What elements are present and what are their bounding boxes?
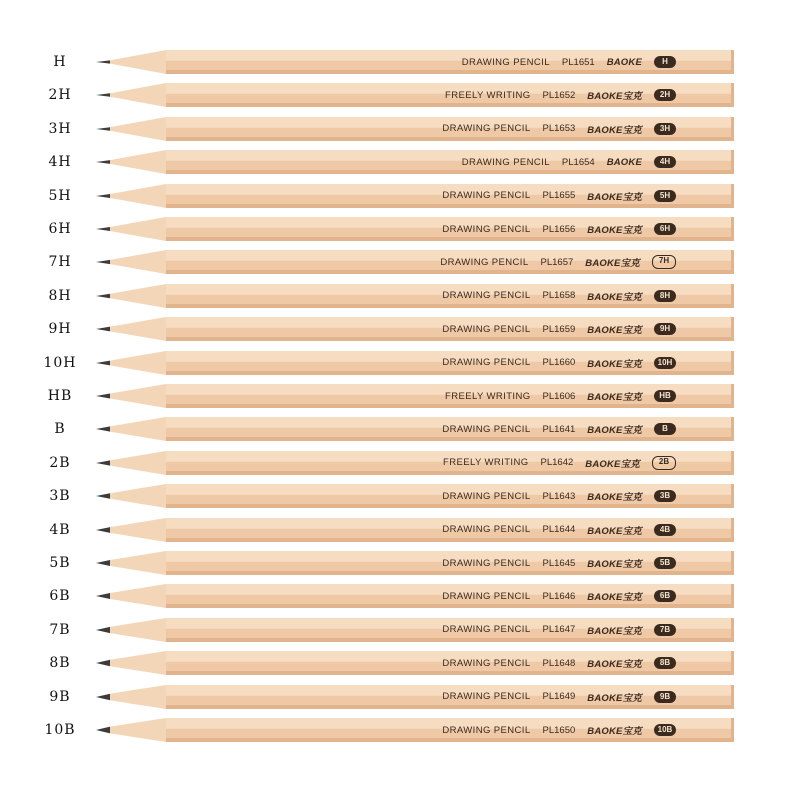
brand-text: BAOKE宝克 [587,358,642,370]
grade-label: 9H [48,321,72,338]
pencil-lead [96,260,110,264]
pencil-end [731,584,734,608]
pencil-sharpened-tip [110,317,166,341]
pencil-sharpened-tip [110,50,166,74]
pencil [96,682,736,712]
grade-badge: B [654,423,676,435]
pencil-end [731,384,734,408]
grade-label: 7B [49,621,71,638]
brand-text: BAOKE宝克 [587,425,642,437]
grade-label: 3H [48,120,72,137]
pencil-imprint [442,314,676,344]
grade-badge: 9H [654,323,676,335]
pencil-code-text: PL1658 [542,290,576,302]
pencil-code-text: PL1646 [542,590,576,602]
grade-badge: 7B [654,624,676,636]
pencil-imprint [442,214,676,244]
pencil [96,281,736,311]
pencil-sharpened-tip [110,150,166,174]
pencil-end [731,250,734,274]
brand-text: BAOKE宝克 [587,91,642,103]
pencil-sharpened-tip [110,250,166,274]
pencil-code-text: PL1642 [540,457,574,469]
pencil-sharpened-tip [110,284,166,308]
pencil-imprint [442,615,676,645]
pencil-imprint [462,147,676,177]
pencil-imprint [440,247,676,277]
pencil [96,114,736,144]
pencil-lead [96,560,110,566]
pencil-imprint [442,715,676,745]
pencil-type-text: DRAWING PENCIL [442,524,531,536]
pencil [96,348,736,378]
pencil-code-text: PL1644 [542,524,576,536]
pencil-type-text: DRAWING PENCIL [442,657,531,669]
pencil-imprint [442,114,676,144]
pencil-lead [96,360,110,365]
pencil-code-text: PL1654 [561,156,595,168]
pencil-imprint [462,47,676,77]
pencil-lead [96,94,110,97]
grade-badge: 8B [654,657,676,669]
pencil-end [731,651,734,675]
pencil-imprint [442,581,676,611]
pencil [96,581,736,611]
pencil-end [731,217,734,241]
pencil-end [731,718,734,742]
pencil [96,648,736,678]
pencil-sharpened-tip [110,484,166,508]
pencil-sharpened-tip [110,117,166,141]
grade-badge: 9B [654,691,676,703]
brand-text: BAOKE宝克 [587,592,642,604]
pencil-code-text: PL1650 [542,724,576,736]
brand-text: BAOKE宝克 [587,492,642,504]
grade-badge: 3H [654,123,676,135]
pencil-imprint [442,515,676,545]
pencil-code-text: PL1660 [542,357,576,369]
pencil-row [0,548,800,578]
pencil-row [0,481,800,511]
brand-text: BAOKE宝克 [585,258,640,270]
pencil-lead [96,194,110,198]
pencil-code-text: PL1645 [542,557,576,569]
pencil-end [731,518,734,542]
pencil-type-text: DRAWING PENCIL [461,156,550,168]
pencil [96,515,736,545]
pencil-row [0,147,800,177]
pencil-code-text: PL1657 [540,256,574,268]
pencil-lead [96,493,110,499]
pencil-code-text: PL1656 [542,223,576,235]
pencil-end [731,451,734,475]
pencil-end [731,150,734,174]
pencil-lead [96,660,110,666]
pencil-sharpened-tip [110,685,166,709]
pencil [96,481,736,511]
grade-badge: 2H [654,89,676,101]
pencil-row [0,381,800,411]
pencil-lead [96,294,110,298]
grade-badge: 4H [654,156,676,168]
grade-label: HB [47,388,73,404]
grade-badge: 5H [654,190,676,202]
pencil-imprint [442,648,676,678]
brand-text: BAOKE宝克 [587,191,642,203]
pencil-end [731,83,734,107]
pencil-end [731,618,734,642]
brand-text: BAOKE宝克 [587,291,642,303]
grade-badge: H [654,56,676,68]
pencil-lead [96,527,110,533]
pencil-lead [96,693,110,700]
pencil-end [731,117,734,141]
pencil-type-text: DRAWING PENCIL [442,123,531,135]
pencil-code-text: PL1655 [542,190,576,202]
pencil-lead [96,593,110,599]
pencil-imprint [442,682,676,712]
pencil-imprint [442,414,676,444]
grade-label: 4H [48,154,72,171]
pencil-end [731,551,734,575]
pencil-code-text: PL1652 [542,89,576,101]
pencil-row [0,715,800,745]
pencil-end [731,484,734,508]
grade-badge: 6B [654,590,676,602]
pencil-sharpened-tip [110,217,166,241]
grade-label: 2H [48,87,72,104]
grade-badge: 7H [652,255,676,269]
pencil-type-text: FREELY WRITING [443,457,529,469]
pencil-row [0,682,800,712]
pencil-row [0,515,800,545]
pencil-sharpened-tip [110,618,166,642]
pencil [96,381,736,411]
pencil-type-text: DRAWING PENCIL [440,256,529,268]
grade-label: 10H [43,354,77,371]
pencil-type-text: DRAWING PENCIL [442,290,531,302]
pencil-sharpened-tip [110,584,166,608]
pencil-imprint [442,348,676,378]
brand-text: BAOKE [606,156,642,168]
pencil-lead [96,627,110,633]
pencil-imprint [442,281,676,311]
pencil-code-text: PL1641 [542,423,576,435]
grade-badge: 5B [654,557,676,569]
grade-badge: 6H [654,223,676,235]
pencil-lead [96,460,110,465]
pencil-type-text: DRAWING PENCIL [442,190,531,202]
pencil-end [731,284,734,308]
brand-text: BAOKE [606,56,642,68]
pencil-lead [96,160,110,164]
pencil [96,181,736,211]
pencil-type-text: DRAWING PENCIL [442,691,531,703]
pencil [96,247,736,277]
grade-label: 8H [48,287,72,304]
pencil [96,214,736,244]
grade-badge: 3B [654,490,676,502]
pencil-end [731,50,734,74]
pencil [96,314,736,344]
grade-label: 6B [49,588,71,605]
grade-badge: HB [654,390,676,402]
pencil [96,80,736,110]
pencil-row [0,581,800,611]
pencil-code-text: PL1647 [542,624,576,636]
pencil [96,615,736,645]
pencil-code-text: PL1651 [561,56,595,68]
pencil-imprint [442,181,676,211]
pencil-sharpened-tip [110,518,166,542]
grade-label: 5B [49,555,71,571]
grade-badge: 10B [654,724,676,736]
pencil-row [0,80,800,110]
grade-label: 10B [44,722,76,738]
pencil-imprint [445,381,676,411]
pencil [96,414,736,444]
grade-label: 6H [48,221,72,237]
pencil [96,47,736,77]
pencil-lead [96,327,110,332]
grade-badge: 4B [654,524,676,536]
brand-text: BAOKE宝克 [587,325,642,337]
brand-text: BAOKE宝克 [587,124,642,136]
grade-label: 9B [49,688,71,705]
pencil-row [0,414,800,444]
pencil-code-text: PL1648 [542,657,576,669]
grade-label: 3B [49,488,71,505]
pencil-row [0,114,800,144]
pencil-type-text: FREELY WRITING [445,89,531,101]
brand-text: BAOKE宝克 [587,559,642,570]
grade-label: 2B [49,454,71,471]
pencil-end [731,184,734,208]
pencil-type-text: DRAWING PENCIL [442,590,531,602]
pencil-code-text: PL1653 [542,123,576,135]
pencil-lead [96,727,110,734]
grade-label: 4B [49,521,71,538]
pencil-end [731,317,734,341]
pencil-type-text: DRAWING PENCIL [461,56,550,68]
pencil-row [0,314,800,344]
pencil-type-text: DRAWING PENCIL [442,357,531,369]
pencil-imprint [442,481,676,511]
pencil-lead [96,60,110,63]
pencil-type-text: FREELY WRITING [445,390,531,402]
grade-label: 7H [48,254,72,271]
pencil-sharpened-tip [110,184,166,208]
pencil-sharpened-tip [110,384,166,408]
pencil-sharpened-tip [110,351,166,375]
grade-label: 8B [49,655,71,672]
pencil-lead [96,427,110,432]
pencil-lead [96,394,110,399]
pencil-row [0,181,800,211]
pencil-type-text: DRAWING PENCIL [442,557,531,569]
pencil-sharpened-tip [110,83,166,107]
brand-text: BAOKE宝克 [587,525,642,537]
pencil-row [0,615,800,645]
pencil-lead [96,227,110,231]
pencil [96,548,736,578]
brand-text: BAOKE宝克 [587,225,642,236]
pencil-code-text: PL1643 [542,490,576,502]
brand-text: BAOKE宝克 [587,392,642,403]
pencil-type-text: DRAWING PENCIL [442,223,531,235]
grade-label: 5H [48,187,72,204]
pencil-lead [96,127,110,131]
pencil-row [0,247,800,277]
pencil-type-text: DRAWING PENCIL [442,490,531,502]
pencil-type-text: DRAWING PENCIL [442,423,531,435]
pencil-imprint [443,448,676,478]
pencil [96,715,736,745]
pencil-type-text: DRAWING PENCIL [442,724,531,736]
grade-label: B [54,421,66,438]
pencil-type-text: DRAWING PENCIL [442,624,531,636]
pencil-row [0,348,800,378]
pencil-type-text: DRAWING PENCIL [442,323,531,335]
pencil-row [0,281,800,311]
pencil-sharpened-tip [110,451,166,475]
pencil-code-text: PL1649 [542,691,576,703]
brand-text: BAOKE宝克 [585,458,640,470]
pencil-code-text: PL1659 [542,323,576,335]
pencil-imprint [445,80,676,110]
pencil [96,147,736,177]
pencil-sharpened-tip [110,651,166,675]
brand-text: BAOKE宝克 [587,659,642,671]
pencil-end [731,351,734,375]
pencil-sharpened-tip [110,417,166,441]
pencil-row [0,448,800,478]
pencil-row [0,648,800,678]
grade-label: H [53,54,67,70]
pencil [96,448,736,478]
brand-text: BAOKE宝克 [587,625,642,637]
brand-text: BAOKE宝克 [587,692,642,704]
grade-badge: 8H [654,290,676,302]
pencil-end [731,685,734,709]
brand-text: BAOKE宝克 [587,726,642,737]
pencil-imprint [442,548,676,578]
pencil-end [731,417,734,441]
pencil-row [0,47,800,77]
grade-badge: 2B [652,456,676,470]
pencil-sharpened-tip [110,718,166,742]
pencil-row [0,214,800,244]
pencil-code-text: PL1606 [542,390,576,402]
grade-badge: 10H [654,357,676,369]
pencil-sharpened-tip [110,551,166,575]
